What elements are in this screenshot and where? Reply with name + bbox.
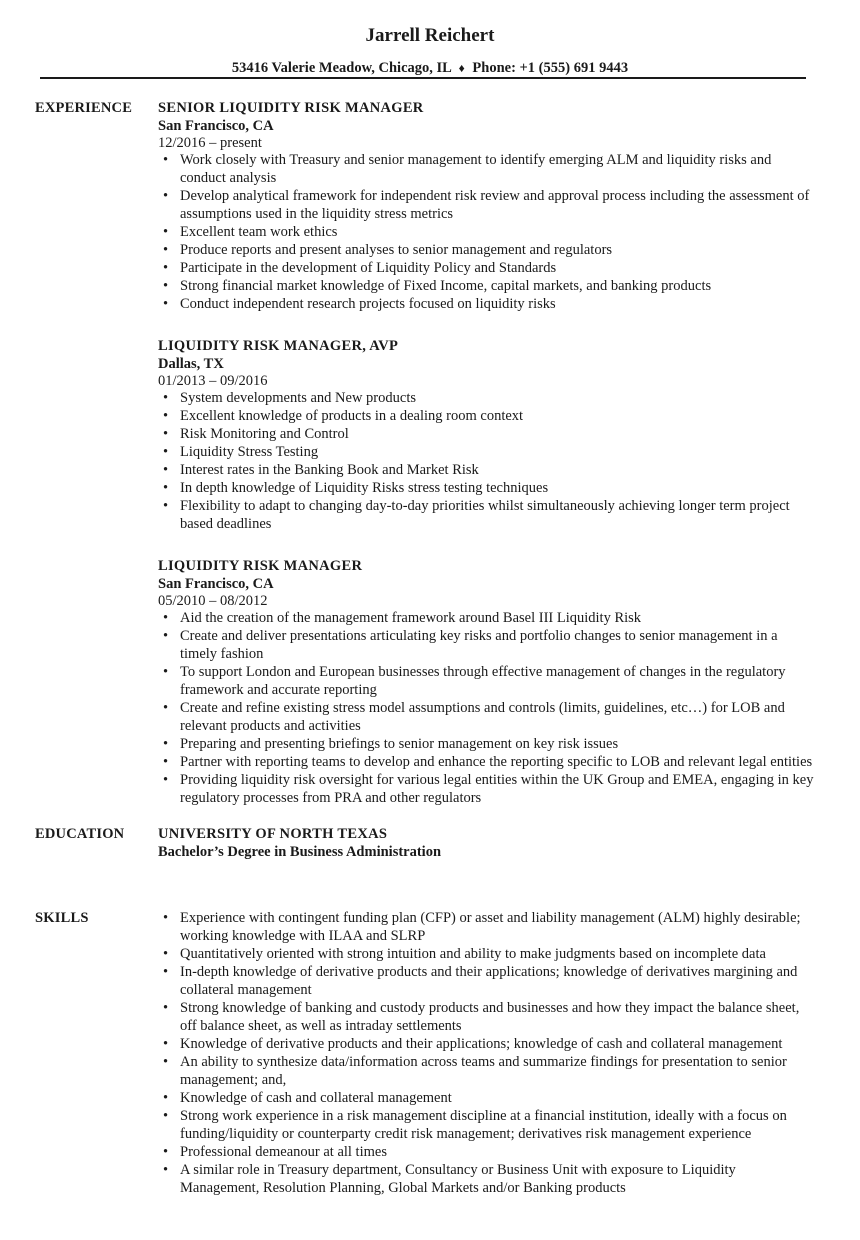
- bullet-icon: •: [163, 700, 169, 716]
- job-bullets: [158, 389, 814, 533]
- list-item: [158, 295, 814, 313]
- job-dates: 05/2010 – 08/2012: [158, 593, 268, 609]
- list-item: [158, 407, 814, 425]
- bullet-icon: •: [163, 1162, 169, 1178]
- list-item: [158, 609, 814, 627]
- bullet-text: Preparing and presenting briefings to senior management on key risk issues: [180, 736, 619, 752]
- job-title: LIQUIDITY RISK MANAGER, AVP: [158, 338, 399, 354]
- bullet-icon: •: [163, 296, 169, 312]
- bullet-icon: •: [163, 1090, 169, 1106]
- bullet-icon: •: [163, 628, 169, 644]
- list-item: [158, 699, 814, 735]
- list-item: [158, 963, 814, 999]
- school-name: UNIVERSITY OF NORTH TEXAS: [158, 826, 388, 842]
- bullet-icon: •: [163, 188, 169, 204]
- experience-list: [158, 99, 814, 831]
- bullet-text: Strong knowledge of banking and custody products and businesses and how they impact the balance sheet, off balance sheet, as well as intraday settlements: [180, 1000, 800, 1034]
- bullet-icon: •: [163, 224, 169, 240]
- bullet-text: Excellent team work ethics: [180, 224, 338, 240]
- bullet-text: Aid the creation of the management framework around Basel III Liquidity Risk: [180, 610, 642, 626]
- bullet-text: Create and deliver presentations articulating key risks and portfolio changes to senior management in a timely fashion: [180, 628, 778, 662]
- list-item: [158, 735, 814, 753]
- bullet-icon: •: [163, 260, 169, 276]
- list-item: [158, 241, 814, 259]
- job-title: LIQUIDITY RISK MANAGER: [158, 558, 363, 574]
- bullet-icon: •: [163, 462, 169, 478]
- bullet-icon: •: [163, 498, 169, 514]
- list-item: [158, 497, 814, 533]
- phone: Phone: +1 (555) 691 9443: [472, 60, 629, 76]
- list-item: [158, 277, 814, 295]
- bullet-text: Strong financial market knowledge of Fixed Income, capital markets, and banking products: [180, 278, 712, 294]
- bullet-icon: •: [163, 664, 169, 680]
- list-item: [158, 771, 814, 807]
- skills-bullets: [158, 909, 814, 1197]
- bullet-text: Liquidity Stress Testing: [180, 444, 319, 460]
- bullet-icon: •: [163, 408, 169, 424]
- job-location: Dallas, TX: [158, 356, 224, 372]
- bullet-icon: •: [163, 1054, 169, 1070]
- list-item: [158, 945, 814, 963]
- bullet-text: Produce reports and present analyses to senior management and regulators: [180, 242, 613, 258]
- degree: Bachelor’s Degree in Business Administration: [158, 844, 442, 860]
- list-item: [158, 389, 814, 407]
- bullet-text: An ability to synthesize data/information across teams and summarize findings for presentation to senior management; and,: [180, 1054, 787, 1088]
- job-location: San Francisco, CA: [158, 576, 274, 592]
- candidate-name: Jarrell Reichert: [365, 25, 495, 46]
- list-item: [158, 909, 814, 945]
- bullet-text: System developments and New products: [180, 390, 416, 406]
- education-body: [158, 825, 814, 861]
- bullet-text: Work closely with Treasury and senior management to identify emerging ALM and liquidity risks and conduct analysis: [180, 152, 772, 186]
- bullet-icon: •: [163, 278, 169, 294]
- bullet-icon: •: [163, 1108, 169, 1124]
- bullet-icon: •: [163, 946, 169, 962]
- bullet-text: A similar role in Treasury department, Consultancy or Business Unit with exposure to Liquidity Management, Resolution Planning, Global Markets and/or Banking products: [180, 1162, 736, 1196]
- bullet-icon: •: [163, 426, 169, 442]
- list-item: [158, 627, 814, 663]
- bullet-text: Create and refine existing stress model assumptions and controls (limits, guidelines, etc…) for LOB and relevant products and activities: [180, 700, 785, 734]
- bullet-icon: •: [163, 390, 169, 406]
- education-heading: EDUCATION: [35, 826, 125, 842]
- bullet-icon: •: [163, 444, 169, 460]
- list-item: [158, 1053, 814, 1089]
- list-item: [158, 479, 814, 497]
- header-divider: [40, 77, 806, 79]
- bullet-text: Flexibility to adapt to changing day-to-day priorities whilst simultaneously achieving longer term project based deadlines: [180, 498, 790, 532]
- job-bullets: [158, 609, 814, 807]
- bullet-icon: •: [163, 1000, 169, 1016]
- list-item: [158, 1089, 814, 1107]
- bullet-text: Quantitatively oriented with strong intuition and ability to make judgments based on incomplete data: [180, 946, 766, 962]
- bullet-icon: •: [163, 772, 169, 788]
- bullet-icon: •: [163, 736, 169, 752]
- skills-heading: SKILLS: [35, 910, 89, 926]
- job-title: SENIOR LIQUIDITY RISK MANAGER: [158, 100, 424, 116]
- list-item: [158, 1161, 814, 1197]
- experience-heading: EXPERIENCE: [35, 100, 133, 116]
- contact-line: [0, 59, 860, 77]
- bullet-icon: •: [163, 242, 169, 258]
- list-item: [158, 151, 814, 187]
- job-entry: [158, 99, 814, 313]
- bullet-text: Professional demeanour at all times: [180, 1144, 387, 1160]
- bullet-icon: •: [163, 480, 169, 496]
- list-item: [158, 425, 814, 443]
- bullet-text: Experience with contingent funding plan (CFP) or asset and liability management (ALM) highly desirable; working knowledge with ILAA and SLRP: [180, 910, 801, 944]
- list-item: [158, 259, 814, 277]
- list-item: [158, 663, 814, 699]
- list-item: [158, 223, 814, 241]
- skills-body: [158, 909, 814, 1197]
- list-item: [158, 187, 814, 223]
- job-entry: [158, 557, 814, 807]
- job-bullets: [158, 151, 814, 313]
- job-entry: [158, 337, 814, 533]
- bullet-text: Excellent knowledge of products in a dealing room context: [180, 408, 524, 424]
- resume-header: [0, 24, 860, 77]
- job-location: San Francisco, CA: [158, 118, 274, 134]
- bullet-icon: •: [163, 152, 169, 168]
- address: 53416 Valerie Meadow, Chicago, IL: [231, 60, 452, 76]
- bullet-icon: •: [163, 910, 169, 926]
- list-item: [158, 1035, 814, 1053]
- list-item: [158, 1143, 814, 1161]
- bullet-text: Strong work experience in a risk management discipline at a financial institution, ideally with a focus on funding/liquidity or counterparty credit risk management; derivatives risk management experience: [180, 1108, 787, 1142]
- list-item: [158, 753, 814, 771]
- bullet-text: Knowledge of cash and collateral management: [180, 1090, 452, 1106]
- bullet-icon: •: [163, 754, 169, 770]
- bullet-text: Conduct independent research projects focused on liquidity risks: [180, 296, 556, 312]
- bullet-text: To support London and European businesses through effective management of changes in the regulatory framework and accurate reporting: [180, 664, 786, 698]
- list-item: [158, 1107, 814, 1143]
- diamond-separator: ♦: [458, 61, 465, 75]
- list-item: [158, 461, 814, 479]
- bullet-icon: •: [163, 610, 169, 626]
- bullet-text: In depth knowledge of Liquidity Risks stress testing techniques: [180, 480, 549, 496]
- bullet-text: Providing liquidity risk oversight for various legal entities within the UK Group and EMEA, engaging in key regulatory processes from PRA and other regulators: [180, 772, 814, 806]
- bullet-text: Knowledge of derivative products and their applications; knowledge of cash and collateral management: [180, 1036, 783, 1052]
- bullet-text: Interest rates in the Banking Book and Market Risk: [180, 462, 479, 478]
- bullet-text: Participate in the development of Liquidity Policy and Standards: [180, 260, 557, 276]
- bullet-icon: •: [163, 1036, 169, 1052]
- bullet-icon: •: [163, 964, 169, 980]
- list-item: [158, 443, 814, 461]
- bullet-text: Partner with reporting teams to develop and enhance the reporting specific to LOB and relevant legal entities: [180, 754, 813, 770]
- bullet-text: Develop analytical framework for independent risk review and approval process including the assessment of assumptions used in the liquidity stress metrics: [180, 188, 810, 222]
- bullet-icon: •: [163, 1144, 169, 1160]
- list-item: [158, 999, 814, 1035]
- bullet-text: Risk Monitoring and Control: [180, 426, 349, 442]
- job-dates: 01/2013 – 09/2016: [158, 373, 268, 389]
- job-dates: 12/2016 – present: [158, 135, 262, 151]
- bullet-text: In-depth knowledge of derivative products and their applications; knowledge of derivatives margining and collateral management: [180, 964, 798, 998]
